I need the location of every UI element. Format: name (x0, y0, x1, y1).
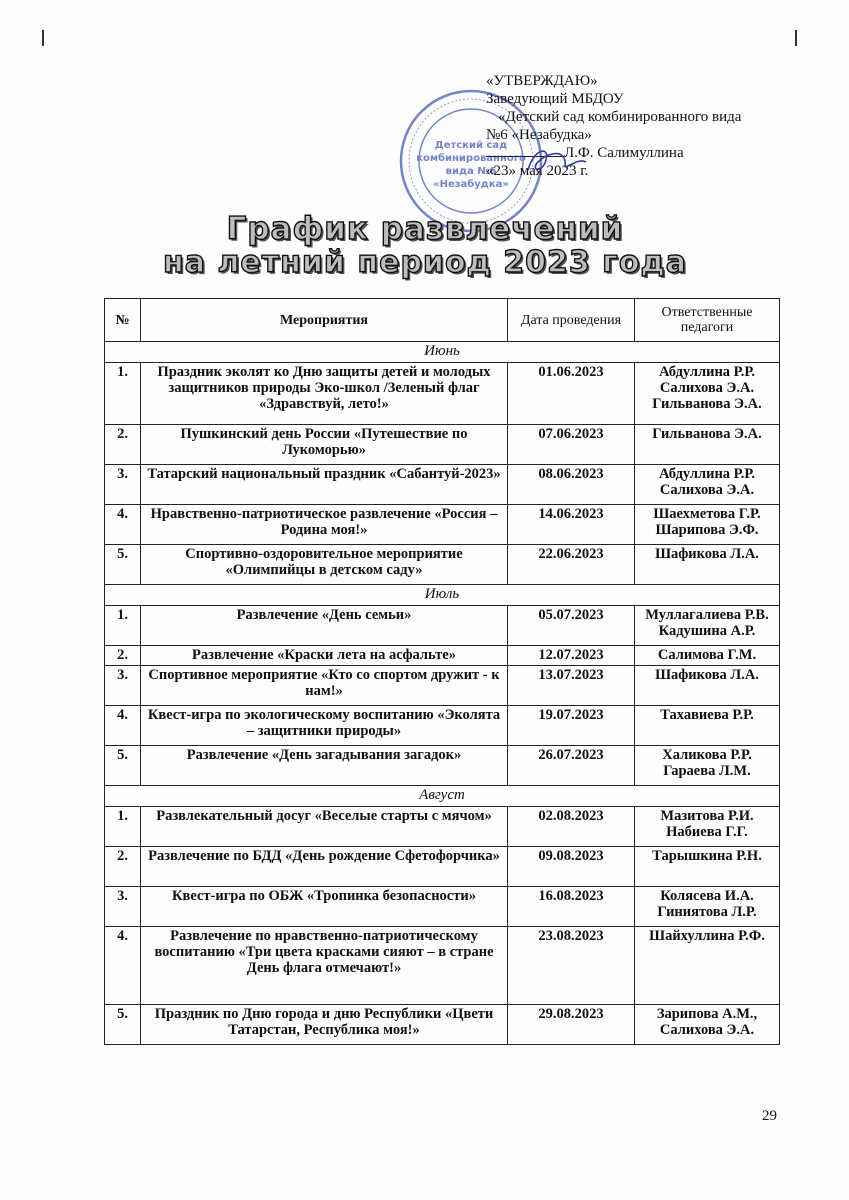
schedule-table (104, 298, 780, 1045)
row-number: 2. (105, 425, 141, 465)
header-events: Мероприятия (141, 299, 508, 342)
row-responsible: Тарышкина Р.Н. (635, 847, 780, 887)
row-number: 4. (105, 706, 141, 746)
row-date: 22.06.2023 (508, 545, 635, 585)
crop-mark-left (42, 30, 44, 46)
row-date: 29.08.2023 (508, 1005, 635, 1045)
row-event: Праздник по Дню города и дню Республики «Цвети Татарстан, Республика моя!» (141, 1005, 508, 1045)
seal-text-line1: Детский сад (434, 140, 508, 151)
row-number: 4. (105, 505, 141, 545)
table-row (105, 363, 780, 425)
row-date: 09.08.2023 (508, 847, 635, 887)
table-row (105, 807, 780, 847)
row-responsible: Муллагалиева Р.В. Кадушина А.Р. (635, 606, 780, 646)
row-event: Пушкинский день России «Путешествие по Лукоморью» (141, 425, 508, 465)
month-label: Июнь (105, 342, 780, 363)
signature-icon (520, 140, 590, 180)
table-row (105, 706, 780, 746)
row-number: 3. (105, 465, 141, 505)
table-row (105, 666, 780, 706)
table-row (105, 425, 780, 465)
row-responsible: Шафикова Л.А. (635, 545, 780, 585)
table-header-row (105, 299, 780, 342)
row-event: Развлечение по БДД «День рождение Сфетофорчика» (141, 847, 508, 887)
table-row (105, 1005, 780, 1045)
approval-line-org: «Детский сад комбинированного вида (498, 109, 742, 125)
month-row-june (105, 342, 780, 363)
row-responsible: Салимова Г.М. (635, 646, 780, 666)
seal-text-line4: «Незабудка» (433, 179, 509, 190)
approval-line-approve: «УТВЕРЖДАЮ» (486, 73, 598, 89)
table-row (105, 847, 780, 887)
row-responsible: Колясева И.А. Гиниятова Л.Р. (635, 887, 780, 927)
row-responsible: Шафикова Л.А. (635, 666, 780, 706)
row-number: 3. (105, 887, 141, 927)
row-event: Квест-игра по экологическому воспитанию «Эколята – защитники природы» (141, 706, 508, 746)
row-date: 13.07.2023 (508, 666, 635, 706)
row-event: Татарский национальный праздник «Сабантуй-2023» (141, 465, 508, 505)
table-row (105, 606, 780, 646)
month-row-august (105, 786, 780, 807)
row-number: 2. (105, 847, 141, 887)
approval-signer-name: Л.Ф. Салимуллина (564, 145, 684, 161)
row-event: Спортивно-оздоровительное мероприятие «Олимпийцы в детском саду» (141, 545, 508, 585)
row-event: Развлекательный досуг «Веселые старты с мячом» (141, 807, 508, 847)
row-number: 2. (105, 646, 141, 666)
row-responsible: Шаехметова Г.Р. Шарипова Э.Ф. (635, 505, 780, 545)
seal-text-line2: комбинированного (416, 153, 526, 164)
approval-date: «23» мая 2023 г. (486, 163, 589, 179)
row-number: 1. (105, 363, 141, 425)
row-responsible: Халикова Р.Р. Гараева Л.М. (635, 746, 780, 786)
approval-line-org-name: №6 «Незабудка» (486, 127, 592, 143)
table-row (105, 746, 780, 786)
row-responsible: Шайхуллина Р.Ф. (635, 927, 780, 1005)
row-date: 07.06.2023 (508, 425, 635, 465)
row-date: 02.08.2023 (508, 807, 635, 847)
row-number: 5. (105, 545, 141, 585)
row-number: 1. (105, 606, 141, 646)
row-date: 23.08.2023 (508, 927, 635, 1005)
row-date: 01.06.2023 (508, 363, 635, 425)
row-date: 19.07.2023 (508, 706, 635, 746)
header-date: Дата проведения (508, 299, 635, 342)
row-date: 14.06.2023 (508, 505, 635, 545)
table-row (105, 545, 780, 585)
approval-line-position: Заведующий МБДОУ (486, 91, 624, 107)
row-number: 1. (105, 807, 141, 847)
seal-text-line3: вида №6 (445, 166, 497, 177)
page-number: 29 (762, 1108, 777, 1124)
crop-mark-right (795, 30, 797, 46)
row-number: 4. (105, 927, 141, 1005)
row-date: 26.07.2023 (508, 746, 635, 786)
document-title (120, 212, 730, 280)
row-event: Нравственно-патриотическое развлечение «Россия – Родина моя!» (141, 505, 508, 545)
month-row-july (105, 585, 780, 606)
row-event: Развлечение «Краски лета на асфальте» (141, 646, 508, 666)
row-responsible: Тахавиева Р.Р. (635, 706, 780, 746)
header-number: № (105, 299, 141, 342)
row-event: Квест-игра по ОБЖ «Тропинка безопасности» (141, 887, 508, 927)
table-row (105, 505, 780, 545)
header-responsible: Ответственные педагоги (635, 299, 780, 342)
row-responsible: Абдуллина Р.Р. Салихова Э.А. Гильванова Э.А. (635, 363, 780, 425)
row-event: Развлечение «День загадывания загадок» (141, 746, 508, 786)
title-line1: График развлечений (226, 211, 624, 247)
month-label: Август (105, 786, 780, 807)
table-row (105, 465, 780, 505)
row-responsible: Абдуллина Р.Р. Салихова Э.А. (635, 465, 780, 505)
row-number: 5. (105, 1005, 141, 1045)
row-number: 5. (105, 746, 141, 786)
row-responsible: Зарипова А.М., Салихова Э.А. (635, 1005, 780, 1045)
row-event: Праздник эколят ко Дню защиты детей и молодых защитников природы Эко-школ /Зеленый флаг «Здравствуй, лето!» (141, 363, 508, 425)
row-date: 05.07.2023 (508, 606, 635, 646)
table-row (105, 887, 780, 927)
row-event: Развлечение «День семьи» (141, 606, 508, 646)
row-event: Развлечение по нравственно-патриотическому воспитанию «Три цвета красками сияют – в стране День флага отмечают!» (141, 927, 508, 1005)
table-row (105, 646, 780, 666)
row-date: 08.06.2023 (508, 465, 635, 505)
row-date: 16.08.2023 (508, 887, 635, 927)
row-number: 3. (105, 666, 141, 706)
row-responsible: Гильванова Э.А. (635, 425, 780, 465)
row-date: 12.07.2023 (508, 646, 635, 666)
title-line2: на летний период 2023 года (163, 245, 687, 280)
month-label: Июль (105, 585, 780, 606)
table-row (105, 927, 780, 1005)
row-responsible: Мазитова Р.И. Набиева Г.Г. (635, 807, 780, 847)
row-event: Спортивное мероприятие «Кто со спортом дружит - к нам!» (141, 666, 508, 706)
